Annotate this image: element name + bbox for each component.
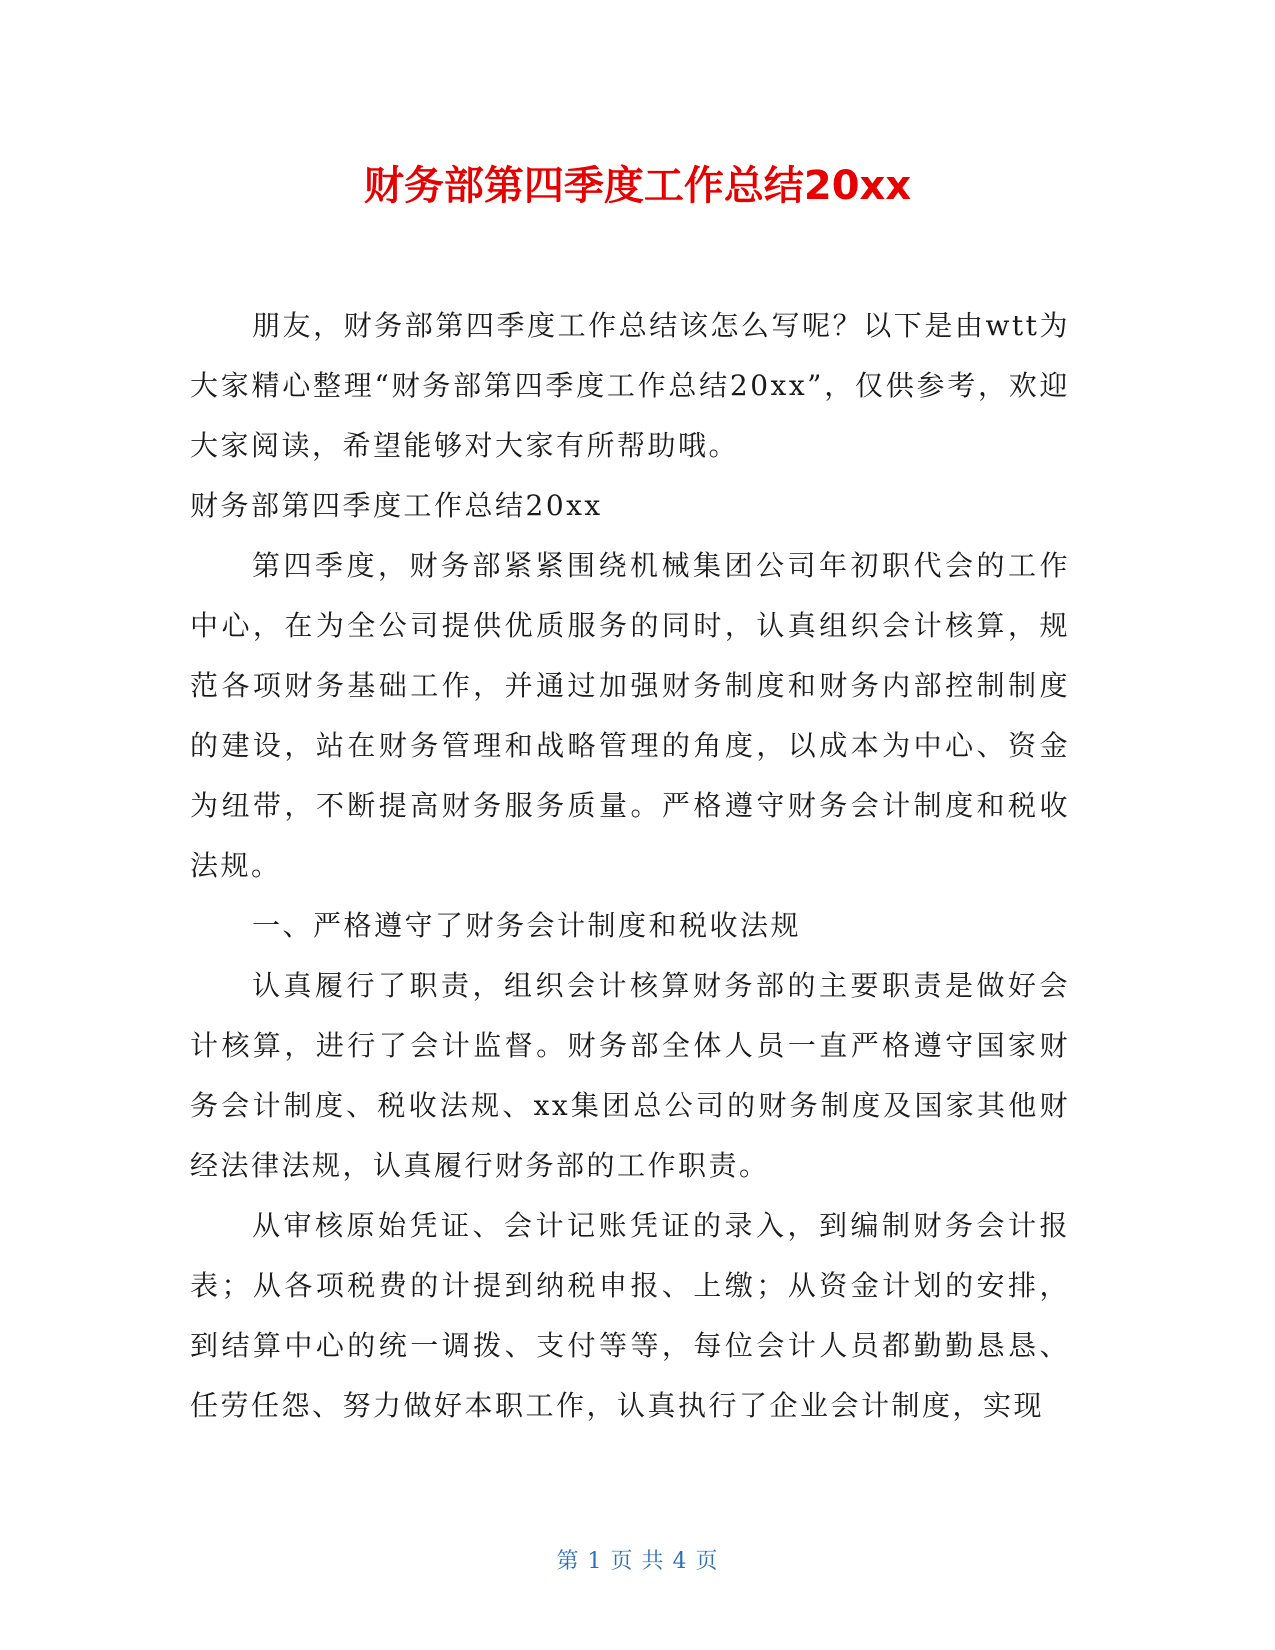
intro-paragraph: 朋友，财务部第四季度工作总结该怎么写呢？以下是由wtt为大家精心整理“财务部第四季度工作总结20xx”，仅供参考，欢迎大家阅读，希望能够对大家有所帮助哦。 xyxy=(190,309,1070,462)
body-paragraph: 认真履行了职责，组织会计核算财务部的主要职责是做好会计核算，进行了会计监督。财务部全体人员一直严格遵守国家财务会计制度、税收法规、xx集团总公司的财务制度及国家其他财经法律法规，认真履行财务部的工作职责。 xyxy=(190,969,1070,1182)
document-title: 财务部第四季度工作总结20xx xyxy=(363,163,912,209)
footer-total-pages: 4 xyxy=(672,1549,688,1574)
section-heading: 一、严格遵守了财务会计制度和税收法规 xyxy=(252,909,802,942)
footer-current-page: 1 xyxy=(587,1549,603,1574)
page-footer xyxy=(0,1546,1275,1578)
body-paragraph: 第四季度，财务部紧紧围绕机械集团公司年初职代会的工作中心，在为全公司提供优质服务的同时，认真组织会计核算，规范各项财务基础工作，并通过加强财务制度和财务内部控制制度的建设，站在财务管理和战略管理的角度，以成本为中心、资金为纽带，不断提高财务服务质量。严格遵守财务会计制度和税收法规。 xyxy=(190,549,1070,882)
body-paragraph: 从审核原始凭证、会计记账凭证的录入，到编制财务会计报表；从各项税费的计提到纳税申报、上缴；从资金计划的安排，到结算中心的统一调拨、支付等等，每位会计人员都勤勤恳恳、任劳任怨、努力做好本职工作，认真执行了企业会计制度，实现 xyxy=(190,1209,1070,1422)
footer-suffix: 页 xyxy=(695,1549,719,1574)
document-body xyxy=(190,296,1070,1436)
footer-prefix: 第 xyxy=(556,1549,580,1574)
subtitle-line: 财务部第四季度工作总结20xx xyxy=(190,489,603,522)
footer-middle: 页 共 xyxy=(610,1549,665,1574)
